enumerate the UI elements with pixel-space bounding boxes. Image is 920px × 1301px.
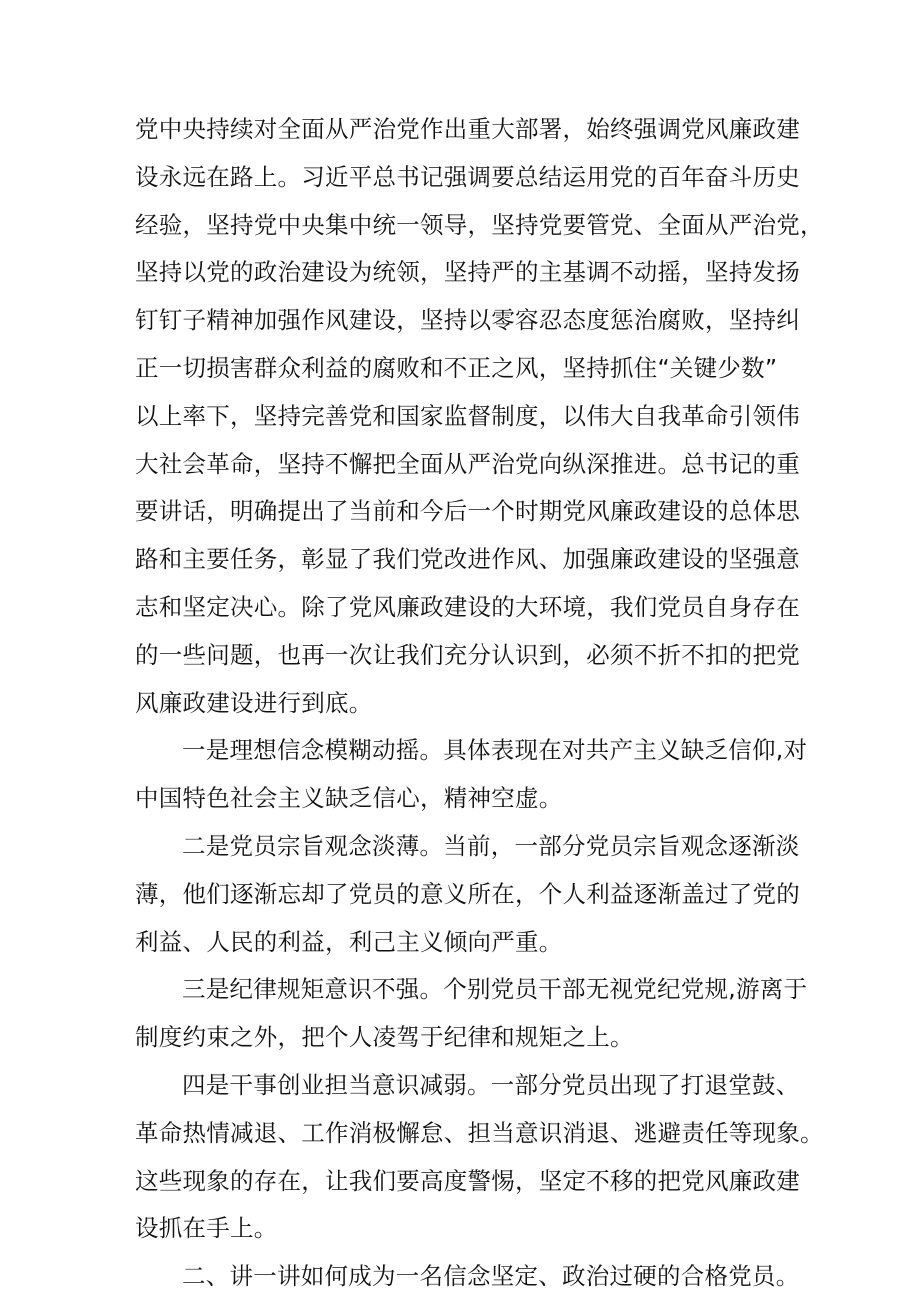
text-line: 革命热情减退、工作消极懈怠、担当意识消退、逃避责任等现象。 xyxy=(135,1118,824,1147)
text-line: 钉钉子精神加强作风建设，坚持以零容忍态度惩治腐败，坚持纠 xyxy=(135,306,800,335)
text-line: 以上率下，坚持完善党和国家监督制度，以伟大自我革命引领伟 xyxy=(135,401,800,430)
text-line: 路和主要任务，彰显了我们党改进作风、加强廉政建设的坚强意 xyxy=(135,545,800,574)
text-line: 薄，他们逐渐忘却了党员的意义所在，个人利益逐渐盖过了党的 xyxy=(135,879,800,908)
paragraph-point-four: 四是干事创业担当意识减弱。一部分党员出现了打退堂鼓、 xyxy=(182,1070,800,1099)
text-line: 经验，坚持党中央集中统一领导，坚持党要管党、全面从严治党， xyxy=(135,210,824,239)
paragraph-point-three: 三是纪律规矩意识不强。个别党员干部无视党纪党规,游离于 xyxy=(182,975,808,1004)
text-line: 党中央持续对全面从严治党作出重大部署，始终强调党风廉政建 xyxy=(135,115,800,143)
text-line: 坚持以党的政治建设为统领，坚持严的主基调不动摇，坚持发扬 xyxy=(135,258,800,287)
text-line: 正一切损害群众利益的腐败和不正之风，坚持抓住“关键少数” xyxy=(135,353,778,382)
text-line: 要讲话，明确提出了当前和今后一个时期党风廉政建设的总体思 xyxy=(135,497,800,526)
text-line: 这些现象的存在，让我们要高度警惕，坚定不移的把党风廉政建 xyxy=(135,1166,800,1195)
section-heading: 二、讲一讲如何成为一名信念坚定、政治过硬的合格党员。 xyxy=(182,1262,800,1291)
text-line: 的一些问题，也再一次让我们充分认识到，必须不折不扣的把党 xyxy=(135,640,800,669)
text-line: 中国特色社会主义缺乏信心，精神空虚。 xyxy=(135,784,563,813)
text-line: 大社会革命，坚持不懈把全面从严治党向纵深推进。总书记的重 xyxy=(135,449,800,478)
paragraph-point-one: 一是理想信念模糊动摇。具体表现在对共产主义缺乏信仰,对 xyxy=(182,736,808,765)
text-line: 志和坚定决心。除了党风廉政建设的大环境，我们党员自身存在 xyxy=(135,592,800,621)
text-line: 制度约束之外，把个人凌驾于纪律和规矩之上。 xyxy=(135,1023,634,1052)
document-body xyxy=(135,106,824,1301)
text-line: 设抓在手上。 xyxy=(135,1214,278,1243)
text-line: 利益、人民的利益，利己主义倾向严重。 xyxy=(135,927,563,956)
paragraph-point-two: 二是党员宗旨观念淡薄。当前，一部分党员宗旨观念逐渐淡 xyxy=(182,831,800,860)
text-line: 设永远在路上。习近平总书记强调要总结运用党的百年奋斗历史 xyxy=(135,162,800,191)
text-line: 风廉政建设进行到底。 xyxy=(135,688,373,717)
